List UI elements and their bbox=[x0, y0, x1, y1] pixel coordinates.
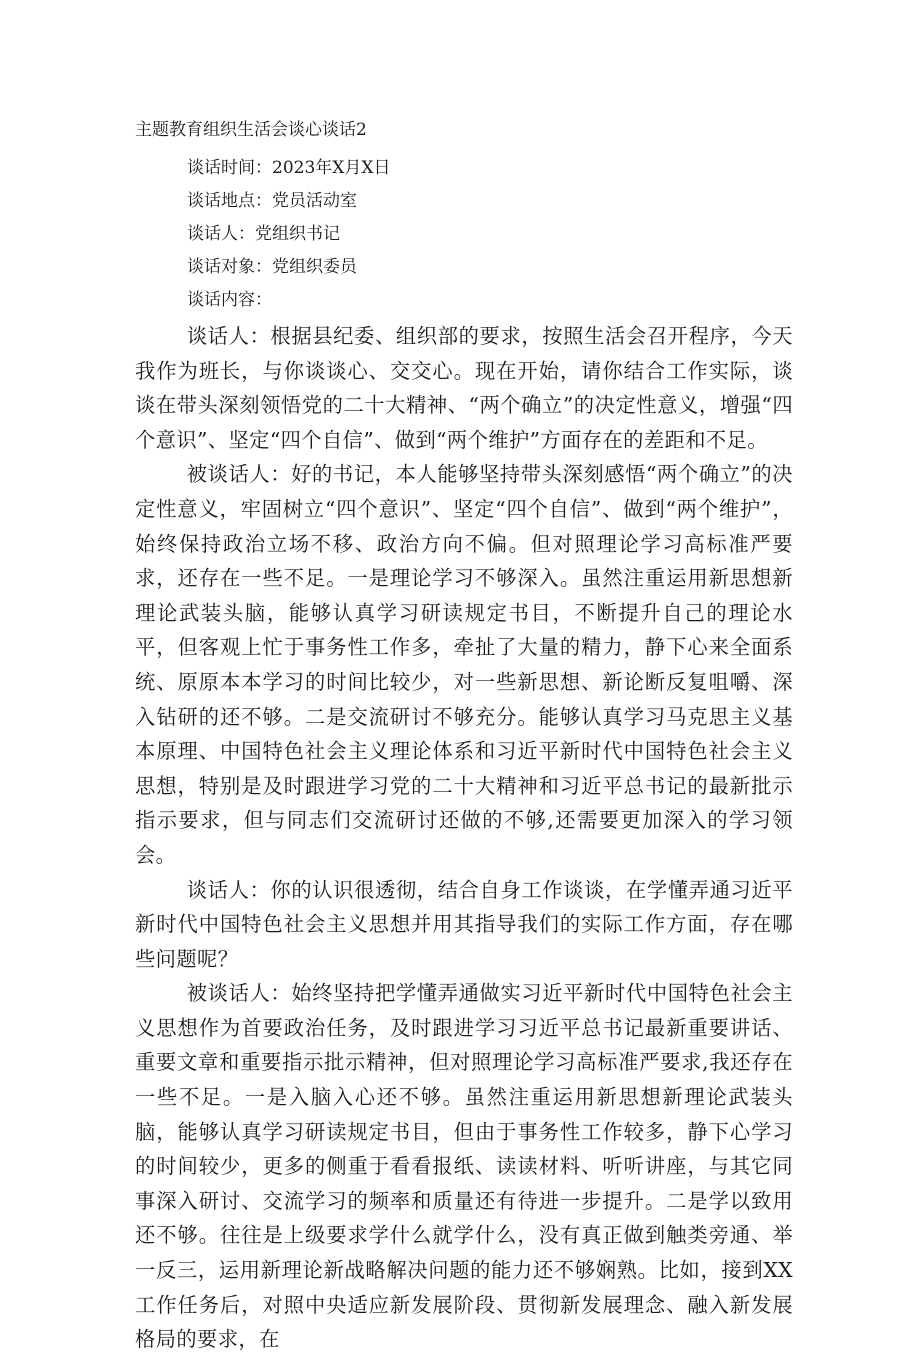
talk-speaker-line: 谈话人：党组织书记 bbox=[187, 224, 340, 244]
paragraph-speaker-question-2: 谈话人：你的认识很透彻，结合自身工作谈谈，在学懂弄通习近平新时代中国特色社会主义思想并用其指导我们的实际工作方面，存在哪些问题呢？ bbox=[135, 877, 793, 971]
paragraph-speaker-question-1: 谈话人：根据县纪委、组织部的要求，按照生活会召开程序，今天我作为班长，与你谈谈心、交交心。现在开始，请你结合工作实际，谈谈在带头深刻领悟党的二十大精神、“两个确立”的决定性意义，增强“四个意识”、坚定“四个自信”、做到“两个维护”方面存在的差距和不足。 bbox=[135, 324, 793, 452]
document-title: 主题教育组织生活会谈心谈话2 bbox=[135, 120, 367, 140]
paragraph-respondent-answer-1: 被谈话人：好的书记，本人能够坚持带头深刻感悟“两个确立”的决定性意义，牢固树立“四个意识”、坚定“四个自信”、做到“两个维护”，始终保持政治立场不移、政治方向不偏。但对照理论学习高标准严要求，还存在一些不足。一是理论学习不够深入。虽然注重运用新思想新理论武装头脑，能够认真学习研读规定书目，不断提升自己的理论水平，但客观上忙于事务性工作多，牵扯了大量的精力，静下心来全面系统、原原本本学习的时间比较少，对一些新思想、新论断反复咀嚼、深入钻研的还不够。二是交流研讨不够充分。能够认真学习马克思主义基本原理、中国特色社会主义理论体系和习近平新时代中国特色社会主义思想，特别是及时跟进学习党的二十大精神和习近平总书记的最新批示指示要求，但与同志们交流研讨还做的不够,还需要更加深入的学习领会。 bbox=[135, 462, 793, 867]
talk-time-line: 谈话时间：2023年X月X日 bbox=[187, 158, 391, 178]
talk-target-line: 谈话对象：党组织委员 bbox=[187, 257, 357, 277]
paragraph-respondent-answer-2: 被谈话人：始终坚持把学懂弄通做实习近平新时代中国特色社会主义思想作为首要政治任务，及时跟进学习习近平总书记最新重要讲话、重要文章和重要指示批示精神，但对照理论学习高标准严要求,我还存在一些不足。一是入脑入心还不够。虽然注重运用新思想新理论武装头脑，能够认真学习研读规定书目，但由于事务性工作较多，静下心学习的时间较少，更多的侧重于看看报纸、读读材料、听听讲座，与其它同事深入研讨、交流学习的频率和质量还有待进一步提升。二是学以致用还不够。往往是上级要求学什么就学什么，没有真正做到触类旁通、举一反三，运用新理论新战略解决问题的能力还不够娴熟。比如，接到XX工作任务后，对照中央适应新发展阶段、贯彻新发展理念、融入新发展格局的要求，在 bbox=[135, 981, 793, 1352]
talk-content-label: 谈话内容： bbox=[187, 290, 272, 310]
talk-place-line: 谈话地点：党员活动室 bbox=[187, 191, 357, 211]
document-page bbox=[135, 118, 793, 1357]
